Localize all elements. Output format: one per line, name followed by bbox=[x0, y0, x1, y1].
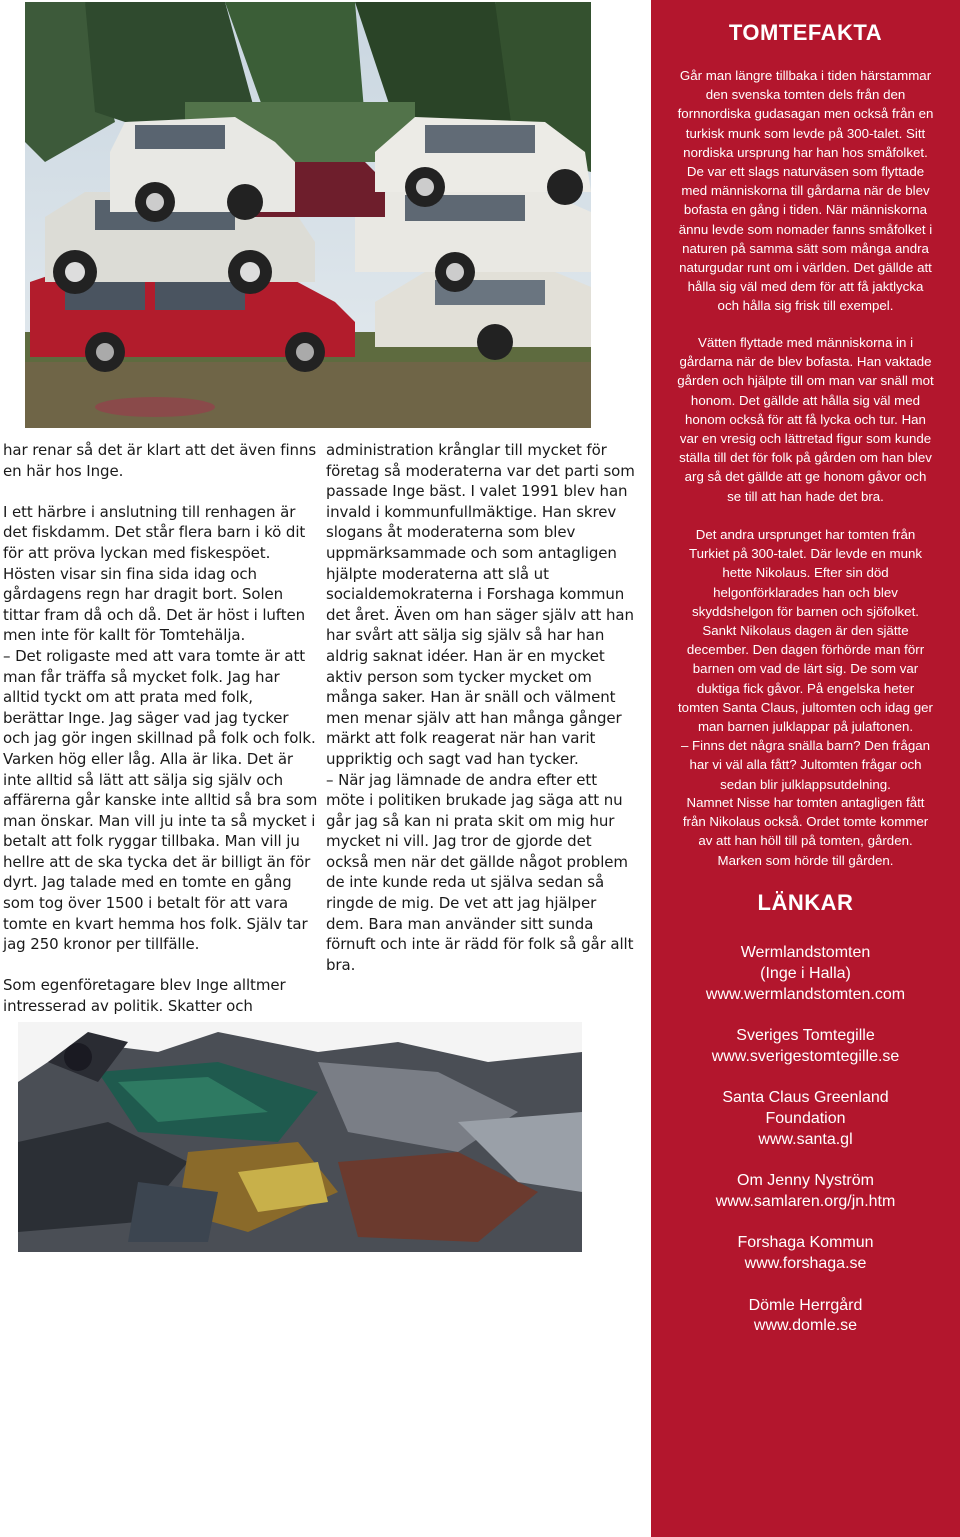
link-item[interactable] bbox=[651, 1233, 960, 1275]
stacked-cars-image bbox=[25, 2, 591, 428]
link-item[interactable] bbox=[651, 1026, 960, 1068]
links-heading: LÄNKAR bbox=[757, 890, 854, 915]
link-url[interactable]: www.wermlandstomten.com bbox=[705, 985, 906, 1003]
link-url[interactable]: www.sverigestomtegille.se bbox=[711, 1047, 900, 1065]
links-list bbox=[651, 943, 960, 1358]
fakta-block-4 bbox=[677, 793, 934, 870]
article-paragraph: administration krånglar till mycket för företag så moderaterna var det parti som passade Inge bäst. I valet 1991 blev han invald i kommunfullmäktige. Han skrev slogans åt moderaterna som blev uppmärksammade och som antagligen hjälpte moderaterna att slå ut socialdemokraterna i Forshaga kommun det året. Även om han säger själv att han har svårt att sälja sig själv så har han aldrig saknat idéer. Han är en mycket aktiv person som tycker mycket om många saker. Han är snäll och välment men menar själv att han många gånger märkt att folk reagerat när han varit uppriktig och sagt vad han tycker. bbox=[326, 441, 635, 768]
tomtefakta-sidebar bbox=[651, 0, 960, 1537]
fakta-paragraph: Det andra ursprunget har tomten från Turkiet på 300-talet. Där levde en munk hette Nikolaus. Efter sin död helgonförklarades han och blev skyddshelgon för barnen och sjöfolket. Sankt Nikolaus dagen är den sjätte december. Den dagen förhörde man förr barnen om vad de lärt sig. De som var duktiga fick gåvor. På engelska heter tomten Santa Claus, jultomten och idag ger man barnen julklappar på julaftonen. bbox=[677, 527, 933, 735]
fakta-block-1 bbox=[677, 66, 934, 316]
link-sub: (Inge i Halla) bbox=[760, 964, 851, 982]
link-name: Om Jenny Nyström bbox=[737, 1172, 874, 1190]
link-name: Sveriges Tomtegille bbox=[736, 1026, 875, 1044]
article-column-middle bbox=[326, 440, 638, 975]
link-name: Dömle Herrgård bbox=[748, 1296, 863, 1314]
scrap-photo bbox=[18, 1022, 582, 1252]
article-column-left bbox=[3, 440, 318, 1017]
link-name: Santa Claus Greenland bbox=[722, 1089, 889, 1107]
junkyard-photo bbox=[25, 2, 591, 428]
link-name: Wermlandstomten bbox=[740, 944, 871, 961]
link-name: Forshaga Kommun bbox=[737, 1234, 874, 1252]
link-item[interactable] bbox=[651, 943, 960, 1005]
fakta-block-2 bbox=[677, 333, 934, 506]
article-paragraph: – När jag lämnade de andra efter ett möte i politiken brukade jag säga att nu går jag så kan ni prata skit om mig hur mycket ni vill. Jag tror de gjorde det också men när det gällde något problem de inte kunde reda ut själva sedan så ringde de mig. De vet att jag hjälper dem. Bara man använder sitt sunda förnuft och inte är rädd för folk så går allt bra. bbox=[326, 770, 634, 974]
article-paragraph: Som egenföretagare blev Inge alltmer intresserad av politik. Skatter och bbox=[3, 976, 286, 1016]
fakta-block-3 bbox=[677, 525, 934, 794]
link-sub: Foundation bbox=[765, 1109, 846, 1127]
crushed-cars-image bbox=[18, 1022, 582, 1252]
sidebar-title: TOMTEFAKTA bbox=[728, 20, 883, 45]
link-item[interactable] bbox=[651, 1171, 960, 1213]
fakta-paragraph: Vätten flyttade med människorna in i gårdarna när de blev bofasta. Han vaktade gården och hjälpte till om man var snäll mot honom. Det gällde att hålla sig väl med honom också för att få lycka och tur. Han var en vresig och lättretad figur som kunde ställa till det för folk på gården om han blev arg så det gällde att ge honom gåvor och se till att han hade det bra. bbox=[677, 335, 934, 504]
link-url[interactable]: www.domle.se bbox=[753, 1317, 858, 1335]
link-url[interactable]: www.forshaga.se bbox=[744, 1255, 867, 1273]
fakta-paragraph: Namnet Nisse har tomten antagligen fått från Nikolaus också. Ordet tomte kommer av att han höll till på tomten, gården. Marken som hörde till gården. bbox=[682, 795, 929, 868]
fakta-paragraph: Går man längre tillbaka i tiden härstammar den svenska tomten dels från den fornnordiska gudasagan men också från en turkisk munk som levde på 300-talet. Sitt nordiska ursprung har han hos småfolket. De var ett slags naturväsen som flyttade med människorna till gårdarna när de blev bofasta en gång i tiden. När människorna ännu levde som nomader fanns småfolket i naturen på samma sätt som många andra naturgudar runt om i världen. Det gällde att hålla sig väl med dem för att få jaktlycka och hålla sig frisk till exempel. bbox=[677, 68, 934, 314]
article-paragraph: har renar så det är klart att det även finns en här hos Inge. bbox=[3, 441, 317, 480]
link-url[interactable]: www.samlaren.org/jn.htm bbox=[715, 1192, 896, 1210]
link-item[interactable] bbox=[651, 1088, 960, 1150]
link-item[interactable] bbox=[651, 1296, 960, 1338]
link-url[interactable]: www.santa.gl bbox=[758, 1130, 853, 1148]
article-paragraph: I ett härbre i anslutning till renhagen är det fiskdamm. Det står flera barn i kö dit för att pröva lyckan med fiskespöet. Hösten visar sin fina sida idag och gårdagens regn har dragit bort. Solen tittar fram då och då. Det är höst i luften men inte för kallt för Tomtehälja. bbox=[3, 502, 306, 645]
article-paragraph: – Det roligaste med att vara tomte är att man får träffa så mycket folk. Jag har alltid tyckt om att prata med folk, berättar Inge. Jag säger vad jag tycker och jag gör ingen skillnad på folk och folk. Varken hög eller låg. Alla är lika. Det är inte alltid så lätt att sälja sig själv och affärerna går kanske inte alltid så bra som man önskar. Man vill ju inte ta så mycket i betalt att folk ryggar tillbaka. Man vill ju hellre att de ska tycka det är billigt än för dyrt. Jag talade med en tomte en gång som tog över 1500 i betalt för att vara tomte en kvart hemma hos folk. Själv tar jag 250 kronor per tillfälle. bbox=[3, 646, 318, 954]
fakta-paragraph: – Finns det några snälla barn? Den frågan har vi väl alla fått? Jultomten frågar och sedan blir julklappsutdelning. bbox=[680, 738, 931, 792]
